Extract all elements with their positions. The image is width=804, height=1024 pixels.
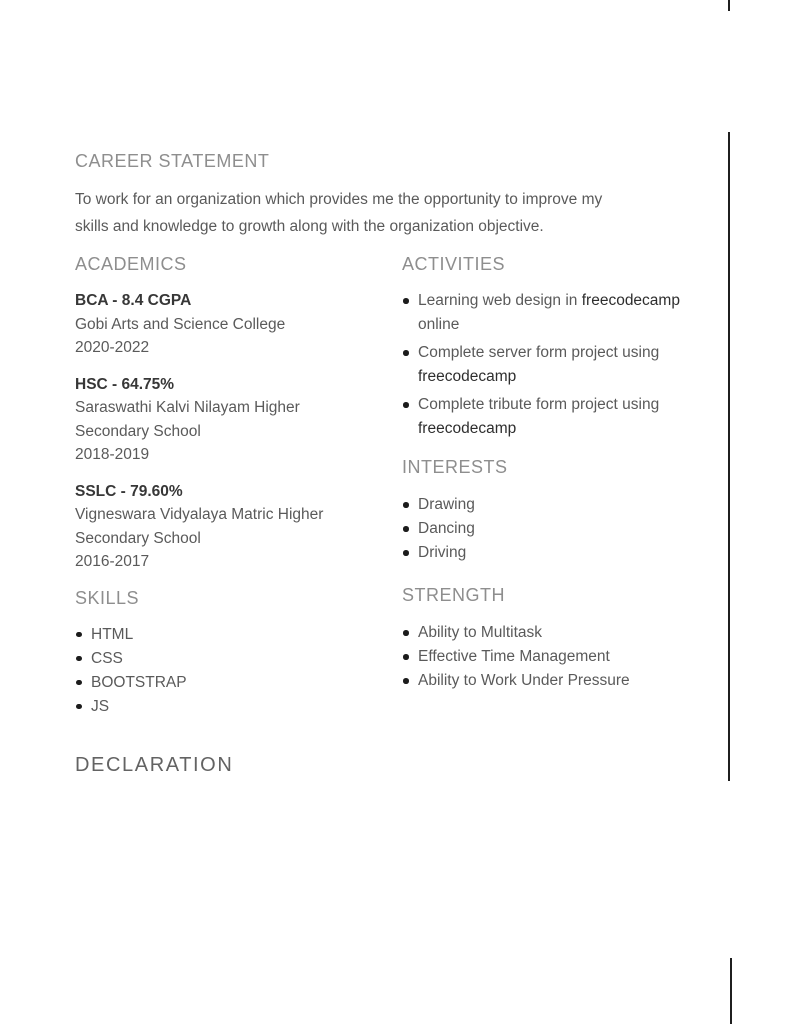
activity-highlight: freecodecamp — [418, 419, 517, 437]
activity-text: online — [418, 315, 460, 333]
right-edge-rule-bottom — [730, 958, 732, 1024]
interest-item: Dancing — [402, 517, 692, 541]
education-institution: Saraswathi Kalvi Nilayam Higher Secondary School — [75, 399, 300, 440]
activity-text: Complete server form project using — [418, 344, 660, 361]
right-edge-rule-middle — [728, 132, 730, 781]
interests-heading: INTERESTS — [402, 457, 508, 477]
strength-list — [402, 621, 692, 693]
right-column — [402, 253, 692, 719]
skill-item: BOOTSTRAP — [75, 671, 402, 695]
education-entry — [75, 373, 402, 467]
career-statement-section — [75, 150, 695, 240]
strength-item: Effective Time Management — [402, 645, 692, 669]
skill-item: HTML — [75, 623, 402, 647]
skill-item: JS — [75, 695, 402, 719]
career-statement-text: To work for an organization which provides me the opportunity to improve my skills and knowledge to growth along with the organization objective. — [75, 191, 603, 235]
interests-section — [402, 456, 692, 565]
activity-text: Learning web design in — [418, 292, 582, 309]
academics-heading: ACADEMICS — [75, 254, 187, 274]
education-title: BCA - 8.4 CGPA — [75, 292, 192, 309]
education-entry — [75, 480, 402, 574]
strength-section — [402, 584, 692, 693]
education-title: SSLC - 79.60% — [75, 482, 183, 500]
skills-section — [75, 587, 402, 719]
activity-item — [402, 289, 690, 336]
education-entry — [75, 289, 402, 360]
activities-heading: ACTIVITIES — [402, 254, 506, 274]
activity-item — [402, 341, 690, 388]
education-years: 2020-2022 — [75, 339, 150, 356]
activities-section — [402, 253, 692, 440]
activity-item — [402, 393, 690, 440]
activity-highlight: freecodecamp — [581, 292, 680, 309]
two-column-area — [75, 253, 695, 719]
skill-item: CSS — [75, 647, 402, 671]
education-title: HSC - 64.75% — [75, 375, 175, 393]
education-institution: Vigneswara Vidyalaya Matric Higher Secondary School — [75, 506, 324, 547]
interest-item: Driving — [402, 541, 692, 565]
strength-item: Ability to Multitask — [402, 621, 692, 645]
career-statement-heading: CAREER STATEMENT — [75, 151, 270, 171]
strength-heading: STRENGTH — [402, 585, 505, 605]
activity-highlight: freecodecamp — [418, 367, 517, 385]
skills-list — [75, 623, 402, 719]
declaration-heading: DECLARATION — [75, 753, 234, 776]
education-institution: Gobi Arts and Science College — [75, 315, 286, 333]
resume-content — [75, 150, 695, 777]
activity-text: Complete tribute form project using — [418, 396, 660, 413]
right-edge-rule-top — [728, 0, 730, 11]
activities-list — [402, 289, 692, 440]
education-years: 2018-2019 — [75, 446, 150, 463]
education-years: 2016-2017 — [75, 553, 150, 570]
interests-list — [402, 493, 692, 565]
left-column — [75, 253, 402, 719]
skills-heading: SKILLS — [75, 587, 140, 608]
strength-item: Ability to Work Under Pressure — [402, 669, 692, 693]
academics-section — [75, 253, 402, 574]
interest-item: Drawing — [402, 493, 692, 517]
